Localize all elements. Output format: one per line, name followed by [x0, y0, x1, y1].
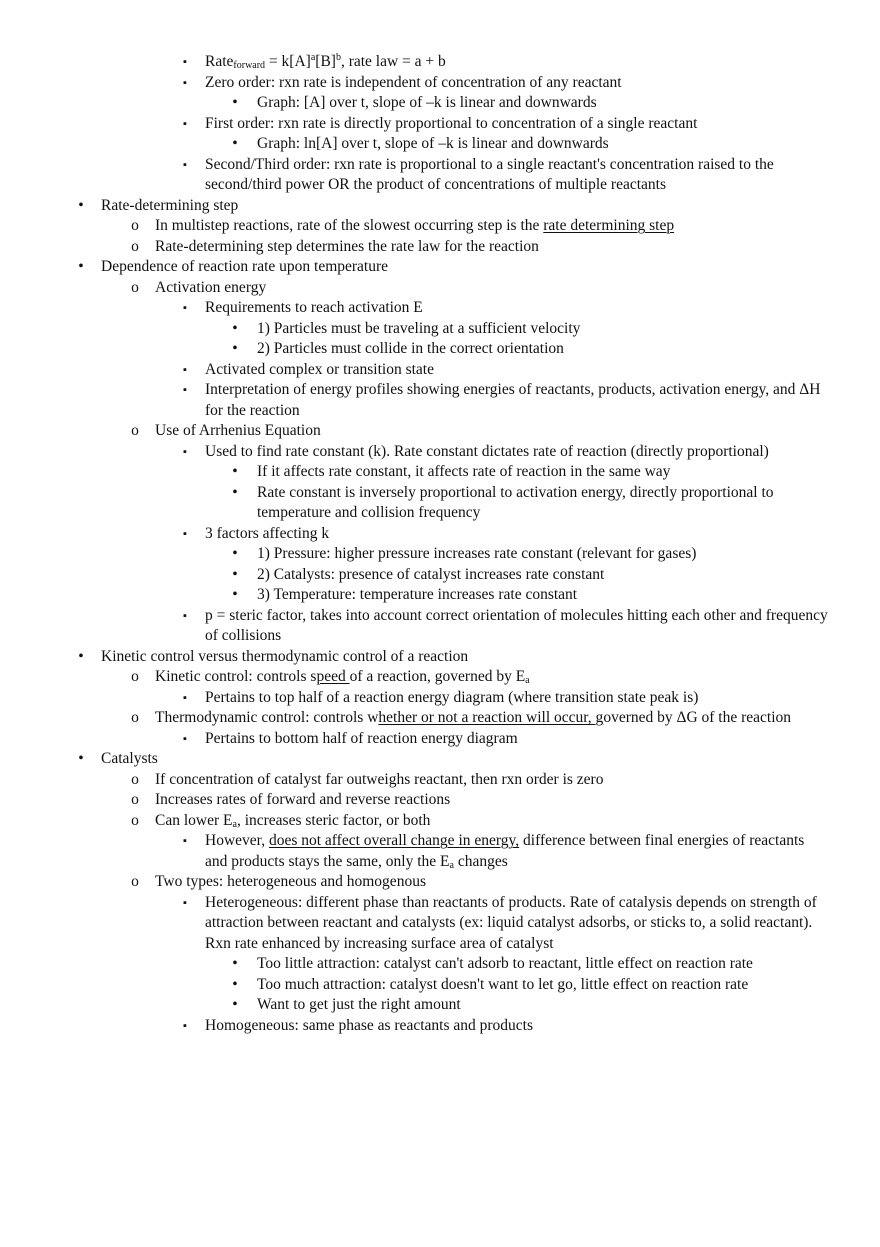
circle-bullet-icon: o [131, 811, 139, 829]
square-bullet-icon: ▪ [183, 1019, 187, 1032]
rds-multistep-text: In multistep reactions, rate of the slowest occurring step is the rate determining step [155, 217, 675, 234]
affects-same-text: If it affects rate constant, it affects rate of reaction in the same way [257, 463, 671, 480]
first-graph-text: Graph: ln[A] over t, slope of –k is linear and downwards [257, 135, 609, 152]
square-bullet-icon: ▪ [183, 117, 187, 130]
list-item [0, 667, 880, 688]
square-bullet-icon: ▪ [183, 158, 187, 171]
list-item [0, 872, 880, 893]
list-item [0, 298, 880, 319]
requirements-text: Requirements to reach activation E [205, 299, 423, 316]
thermo-pertains-text: Pertains to bottom half of reaction energy diagram [205, 729, 518, 747]
dot-bullet-icon: • [232, 135, 238, 152]
just-right-text: Want to get just the right amount [257, 996, 461, 1013]
list-item [0, 770, 880, 791]
activation-energy-text: Activation energy [155, 278, 267, 296]
list-item [0, 708, 880, 729]
temperature-heading: Dependence of reaction rate upon temperature [101, 258, 389, 275]
square-bullet-icon: ▪ [183, 363, 187, 376]
list-item [0, 93, 880, 114]
list-item [0, 729, 880, 750]
square-bullet-icon: ▪ [183, 732, 187, 745]
rate-constant-text: Used to find rate constant (k). Rate constant dictates rate of reaction (directly proportional) [205, 442, 769, 460]
list-item [0, 606, 880, 647]
list-item [0, 524, 880, 545]
dot-bullet-icon: • [232, 94, 238, 111]
list-item [0, 380, 880, 421]
list-item [0, 585, 880, 606]
list-item [0, 831, 880, 872]
circle-bullet-icon: o [131, 770, 139, 788]
circle-bullet-icon: o [131, 278, 139, 296]
list-item [0, 811, 880, 832]
circle-bullet-icon: o [131, 237, 139, 255]
requirement-1-text: 1) Particles must be traveling at a sufficient velocity [257, 319, 581, 337]
list-item [0, 790, 880, 811]
square-bullet-icon: ▪ [183, 609, 187, 622]
first-order-text: First order: rxn rate is directly proportional to concentration of a single reactant [205, 114, 698, 132]
circle-bullet-icon: o [131, 668, 139, 685]
dot-bullet-icon: • [232, 483, 238, 501]
square-bullet-icon: ▪ [183, 384, 187, 396]
list-item [0, 257, 880, 278]
dot-bullet-icon: • [78, 258, 84, 275]
activated-complex-text: Activated complex or transition state [205, 360, 434, 378]
too-much-text: Too much attraction: catalyst doesn't want to let go, little effect on reaction rate [257, 975, 749, 993]
square-bullet-icon: ▪ [183, 691, 187, 704]
factor-3-text: 3) Temperature: temperature increases rate constant [257, 586, 578, 603]
interpretation-text: Interpretation of energy profiles showing energies of reactants, products, activation energy, and ΔH for the reaction [205, 381, 821, 419]
circle-bullet-icon: o [131, 709, 139, 726]
square-bullet-icon: ▪ [183, 445, 187, 458]
catalyst-however-text: However, does not affect overall change in energy, difference between final energies of reactants and products stays the same, only the $E_a$ changes [205, 832, 805, 871]
dot-bullet-icon: • [232, 586, 238, 603]
list-item [0, 421, 880, 442]
kinetic-control-text: Kinetic control: controls speed of a reaction, governed by $E_a$ [155, 668, 530, 686]
arrhenius-text: Use of Arrhenius Equation [155, 422, 321, 439]
heterogeneous-text: Heterogeneous: different phase than reactants of products. Rate of catalysis depends on strength of attraction between reactant and catalysts (ex: liquid catalyst adsorbs, or sticks to, a solid reactant). Rxn rate enhanced by increasing surface area of catalyst [205, 893, 817, 952]
list-item [0, 339, 880, 360]
notes-page [0, 52, 880, 1036]
list-item [0, 52, 880, 73]
square-bullet-icon: ▪ [183, 302, 187, 314]
circle-bullet-icon: o [131, 791, 139, 808]
list-item [0, 688, 880, 709]
circle-bullet-icon: o [131, 873, 139, 890]
list-item [0, 73, 880, 94]
list-item [0, 995, 880, 1016]
square-bullet-icon: ▪ [183, 527, 187, 540]
catalyst-rates-text: Increases rates of forward and reverse reactions [155, 791, 451, 808]
list-item [0, 462, 880, 483]
kinetic-thermo-heading: Kinetic control versus thermodynamic control of a reaction [101, 647, 469, 665]
list-item [0, 1016, 880, 1037]
list-item [0, 544, 880, 565]
catalyst-lower-ea-text: Can lower $E_a$, increases steric factor, or both [155, 811, 431, 830]
dot-bullet-icon: • [78, 647, 84, 665]
factors-text: 3 factors affecting k [205, 524, 330, 542]
dot-bullet-icon: • [232, 319, 238, 337]
dot-bullet-icon: • [78, 750, 84, 767]
rds-law-text: Rate-determining step determines the rate law for the reaction [155, 237, 539, 255]
dot-bullet-icon: • [78, 196, 84, 214]
list-item [0, 319, 880, 340]
rate-law-text: Rate$_{forward}$ = $k[A]^a[B]^b$, rate law = a + b [205, 52, 446, 71]
list-item [0, 278, 880, 299]
list-item [0, 216, 880, 237]
dot-bullet-icon: • [232, 996, 238, 1013]
square-bullet-icon: ▪ [183, 56, 187, 68]
list-item [0, 483, 880, 524]
catalysts-heading: Catalysts [101, 750, 158, 767]
list-item [0, 893, 880, 955]
requirement-2-text: 2) Particles must collide in the correct orientation [257, 340, 564, 357]
list-item [0, 442, 880, 463]
list-item [0, 565, 880, 586]
list-item [0, 155, 880, 196]
square-bullet-icon: ▪ [183, 835, 187, 847]
kinetic-pertains-text: Pertains to top half of a reaction energy diagram (where transition state peak is) [205, 688, 699, 706]
list-item [0, 749, 880, 770]
dot-bullet-icon: • [232, 340, 238, 357]
list-item [0, 954, 880, 975]
list-item [0, 237, 880, 258]
square-bullet-icon: ▪ [183, 76, 187, 89]
inverse-text: Rate constant is inversely proportional to activation energy, directly proportional to temperature and collision frequency [257, 483, 774, 521]
list-item [0, 647, 880, 668]
factor-1-text: 1) Pressure: higher pressure increases rate constant (relevant for gases) [257, 545, 697, 562]
dot-bullet-icon: • [232, 565, 238, 583]
zero-order-text: Zero order: rxn rate is independent of concentration of any reactant [205, 73, 622, 91]
circle-bullet-icon: o [131, 422, 139, 439]
list-item [0, 975, 880, 996]
rds-heading: Rate-determining step [101, 196, 239, 214]
homogeneous-text: Homogeneous: same phase as reactants and products [205, 1016, 533, 1034]
zero-graph-text: Graph: [A] over t, slope of –k is linear and downwards [257, 94, 597, 111]
second-third-order-text: Second/Third order: rxn rate is proportional to a single reactant's concentration raised to the second/third power OR the product of concentrations of multiple reactants [205, 155, 774, 193]
catalyst-concentration-text: If concentration of catalyst far outweighs reactant, then rxn order is zero [155, 770, 604, 788]
steric-factor-text: p = steric factor, takes into account correct orientation of molecules hitting each other and frequency of collisions [205, 606, 828, 644]
square-bullet-icon: ▪ [183, 896, 187, 909]
list-item [0, 196, 880, 217]
too-little-text: Too little attraction: catalyst can't adsorb to reactant, little effect on reaction rate [257, 955, 753, 972]
list-item [0, 360, 880, 381]
two-types-text: Two types: heterogeneous and homogenous [155, 873, 426, 890]
dot-bullet-icon: • [232, 955, 238, 972]
dot-bullet-icon: • [232, 463, 238, 480]
dot-bullet-icon: • [232, 545, 238, 562]
list-item [0, 134, 880, 155]
factor-2-text: 2) Catalysts: presence of catalyst increases rate constant [257, 565, 605, 583]
list-item [0, 114, 880, 135]
thermodynamic-control-text: Thermodynamic control: controls whether or not a reaction will occur, governed by ΔG of the reaction [155, 709, 792, 726]
dot-bullet-icon: • [232, 975, 238, 993]
circle-bullet-icon: o [131, 217, 139, 234]
